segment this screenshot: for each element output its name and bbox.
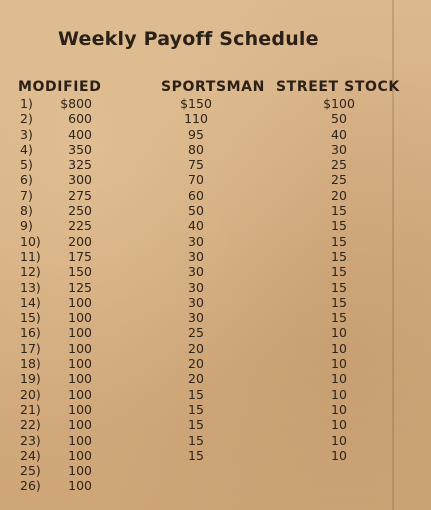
place-number: 6) — [20, 172, 33, 188]
street-stock-payout: 15 — [331, 294, 347, 310]
sportsman-payout: 30 — [188, 310, 204, 326]
header-sportsman: SPORTSMAN — [161, 79, 265, 95]
place-number: 26) — [20, 478, 41, 494]
modified-payout: 225 — [68, 218, 92, 234]
place-number: 25) — [20, 463, 41, 479]
modified-payout: 250 — [68, 203, 92, 219]
street-stock-payout: 15 — [331, 203, 347, 219]
sportsman-payout: 75 — [188, 157, 204, 173]
place-number: 5) — [20, 157, 33, 173]
modified-payout: 100 — [68, 463, 92, 479]
place-number: 15) — [20, 310, 41, 326]
paper-fold-line — [392, 0, 394, 510]
modified-payout: 100 — [68, 432, 92, 448]
place-number: 2) — [20, 111, 33, 127]
page-title: Weekly Payoff Schedule — [58, 28, 319, 50]
street-stock-payout: 15 — [331, 279, 347, 295]
street-stock-payout: 10 — [331, 325, 347, 341]
place-number: 3) — [20, 126, 33, 142]
modified-payout: 150 — [68, 264, 92, 280]
place-number: 10) — [20, 233, 41, 249]
sportsman-payout: 30 — [188, 233, 204, 249]
modified-column — [52, 96, 92, 494]
place-column — [20, 96, 41, 494]
street-stock-payout: 15 — [331, 233, 347, 249]
place-number: 8) — [20, 203, 33, 219]
sportsman-payout: 20 — [188, 340, 204, 356]
place-number: 21) — [20, 401, 41, 417]
place-number: 4) — [20, 141, 33, 157]
street-stock-payout: 30 — [331, 141, 347, 157]
sportsman-payout: 15 — [188, 432, 204, 448]
sportsman-payout: 30 — [188, 294, 204, 310]
sportsman-payout: 60 — [188, 187, 204, 203]
modified-payout: 100 — [68, 447, 92, 463]
place-number: 18) — [20, 356, 41, 372]
place-number: 12) — [20, 264, 41, 280]
place-number: 24) — [20, 447, 41, 463]
modified-payout: 100 — [68, 478, 92, 494]
sportsman-payout: 30 — [188, 264, 204, 280]
sportsman-payout: 15 — [188, 386, 204, 402]
place-number: 14) — [20, 294, 41, 310]
street-stock-payout: 10 — [331, 401, 347, 417]
modified-payout: 100 — [68, 371, 92, 387]
modified-payout: 100 — [68, 386, 92, 402]
place-number: 13) — [20, 279, 41, 295]
modified-payout: 100 — [68, 356, 92, 372]
place-number: 9) — [20, 218, 33, 234]
place-number: 7) — [20, 187, 33, 203]
street-stock-payout: 10 — [331, 447, 347, 463]
sportsman-payout: 50 — [188, 203, 204, 219]
sportsman-payout: 20 — [188, 356, 204, 372]
sportsman-payout: 15 — [188, 401, 204, 417]
sportsman-payout: 80 — [188, 141, 204, 157]
modified-payout: 275 — [68, 187, 92, 203]
modified-payout: 175 — [68, 248, 92, 264]
place-number: 22) — [20, 417, 41, 433]
street-stock-payout: 10 — [331, 417, 347, 433]
sportsman-payout: $150 — [180, 96, 212, 111]
modified-payout: 100 — [68, 294, 92, 310]
modified-payout: 600 — [68, 111, 92, 127]
street-stock-payout: 15 — [331, 218, 347, 234]
street-stock-payout: 15 — [331, 264, 347, 280]
street-stock-payout: 20 — [331, 187, 347, 203]
modified-payout: 350 — [68, 141, 92, 157]
modified-payout: 400 — [68, 126, 92, 142]
sportsman-payout: 15 — [188, 417, 204, 433]
modified-payout: 100 — [68, 325, 92, 341]
place-number: 1) — [20, 96, 33, 111]
sportsman-payout: 30 — [188, 279, 204, 295]
header-modified: MODIFIED — [18, 79, 102, 95]
modified-payout: 125 — [68, 279, 92, 295]
sportsman-payout: 70 — [188, 172, 204, 188]
place-number: 16) — [20, 325, 41, 341]
street-stock-payout: 10 — [331, 371, 347, 387]
street-stock-payout: 25 — [331, 157, 347, 173]
street-stock-payout: 25 — [331, 172, 347, 188]
modified-payout: 325 — [68, 157, 92, 173]
modified-payout: 100 — [68, 417, 92, 433]
sportsman-payout: 95 — [188, 126, 204, 142]
sportsman-payout: 110 — [184, 111, 208, 127]
street-stock-payout: 10 — [331, 386, 347, 402]
street-stock-payout: 10 — [331, 356, 347, 372]
sportsman-payout: 30 — [188, 248, 204, 264]
place-number: 17) — [20, 340, 41, 356]
street-stock-payout: 10 — [331, 432, 347, 448]
sportsman-payout: 25 — [188, 325, 204, 341]
place-number: 23) — [20, 432, 41, 448]
street-stock-payout: 15 — [331, 248, 347, 264]
street-stock-payout: 15 — [331, 310, 347, 326]
place-number: 19) — [20, 371, 41, 387]
header-street-stock: STREET STOCK — [276, 79, 400, 95]
sportsman-payout: 40 — [188, 218, 204, 234]
modified-payout: 200 — [68, 233, 92, 249]
place-number: 11) — [20, 248, 41, 264]
sportsman-payout: 15 — [188, 447, 204, 463]
street-stock-payout: 40 — [331, 126, 347, 142]
street-stock-payout: 10 — [331, 340, 347, 356]
modified-payout: $800 — [60, 96, 92, 111]
modified-payout: 100 — [68, 340, 92, 356]
street-stock-payout: 50 — [331, 111, 347, 127]
street-stock-column — [319, 96, 359, 463]
street-stock-payout: $100 — [323, 96, 355, 111]
sportsman-payout: 20 — [188, 371, 204, 387]
modified-payout: 100 — [68, 310, 92, 326]
place-number: 20) — [20, 386, 41, 402]
modified-payout: 100 — [68, 401, 92, 417]
modified-payout: 300 — [68, 172, 92, 188]
sportsman-column — [176, 96, 216, 463]
